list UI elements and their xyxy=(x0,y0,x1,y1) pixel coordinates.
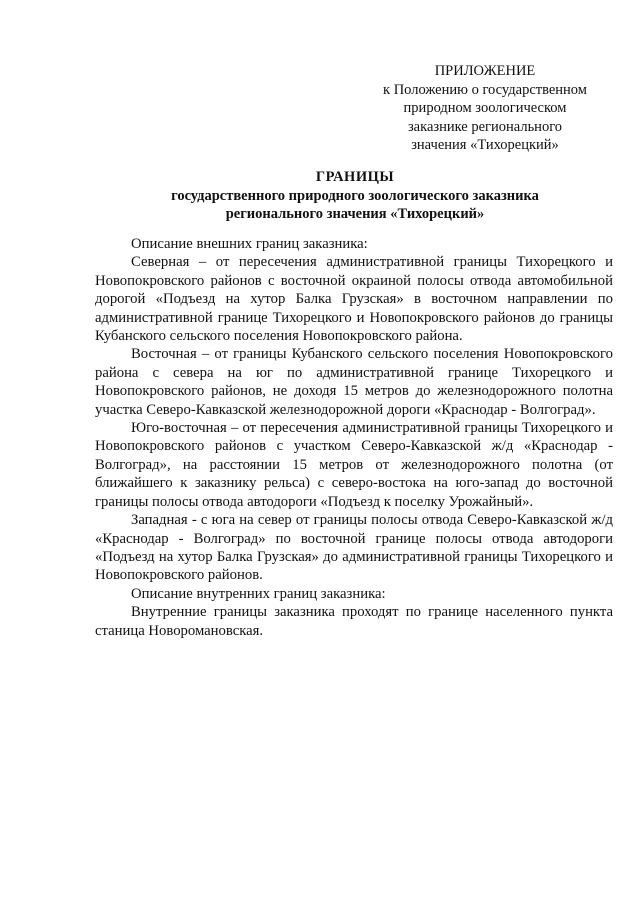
document-heading xyxy=(95,168,615,224)
appendix-title: ПРИЛОЖЕНИЕ xyxy=(434,63,536,79)
appendix-line: заказнике регионального xyxy=(407,118,563,135)
appendix-block xyxy=(370,62,600,155)
paragraph-southeast-boundary: Юго-восточная – от пересечения административной границы Тихорецкого и Новопокровского районов с участком Северо-Кавказской ж/д «Краснодар - Волгоград», на расстоянии 15 метров от железнодорожного полотна (от ближайшего к заказнику рельса) с северо-востока на юго-запад до восточной границы полосы отвода автодороги «Подъезд к поселку Урожайный». xyxy=(95,420,613,510)
paragraph-west-boundary: Западная - с юга на север от границы полосы отвода Северо-Кавказской ж/д «Краснодар - Волгоград» по восточной границе полосы отвода автодороги «Подъезд на хутор Балка Грузская» до административной границы Тихорецкого и Новопокровского районов. xyxy=(95,512,613,584)
paragraph-internal-boundary: Внутренние границы заказника проходят по границе населенного пункта станица Новоромановская. xyxy=(95,604,613,639)
appendix-line: природном зоологическом xyxy=(403,100,567,116)
heading-subtitle: государственного природного зоологического заказника xyxy=(171,187,539,204)
paragraph-east-boundary: Восточная – от границы Кубанского сельского поселения Новопокровского района с севера на юг по административной границе Тихорецкого и Новопокровского районов, не доходя 15 метров до железнодорожного полотна участка Северо-Кавказской железнодорожной дороги «Краснодар - Волгоград». xyxy=(95,346,613,418)
section-label-internal: Описание внутренних границ заказника: xyxy=(131,585,386,602)
heading-subtitle: регионального значения «Тихорецкий» xyxy=(225,206,485,222)
heading-title: ГРАНИЦЫ xyxy=(315,169,395,185)
section-label-external: Описание внешних границ заказника: xyxy=(131,236,368,252)
document-body xyxy=(95,235,613,640)
appendix-line: значения «Тихорецкий» xyxy=(411,137,559,153)
paragraph-north-boundary: Северная – от пересечения административной границы Тихорецкого и Новопокровского районов с восточной окраиной полосы отвода автомобильной дорогой «Подъезд на хутор Балка Грузская» в восточном направлении по административной границе Тихорецкого и Новопокровского районов до границы Кубанского сельского поселения Новопокровского района. xyxy=(95,254,613,345)
appendix-line: к Положению о государственном xyxy=(383,81,587,98)
